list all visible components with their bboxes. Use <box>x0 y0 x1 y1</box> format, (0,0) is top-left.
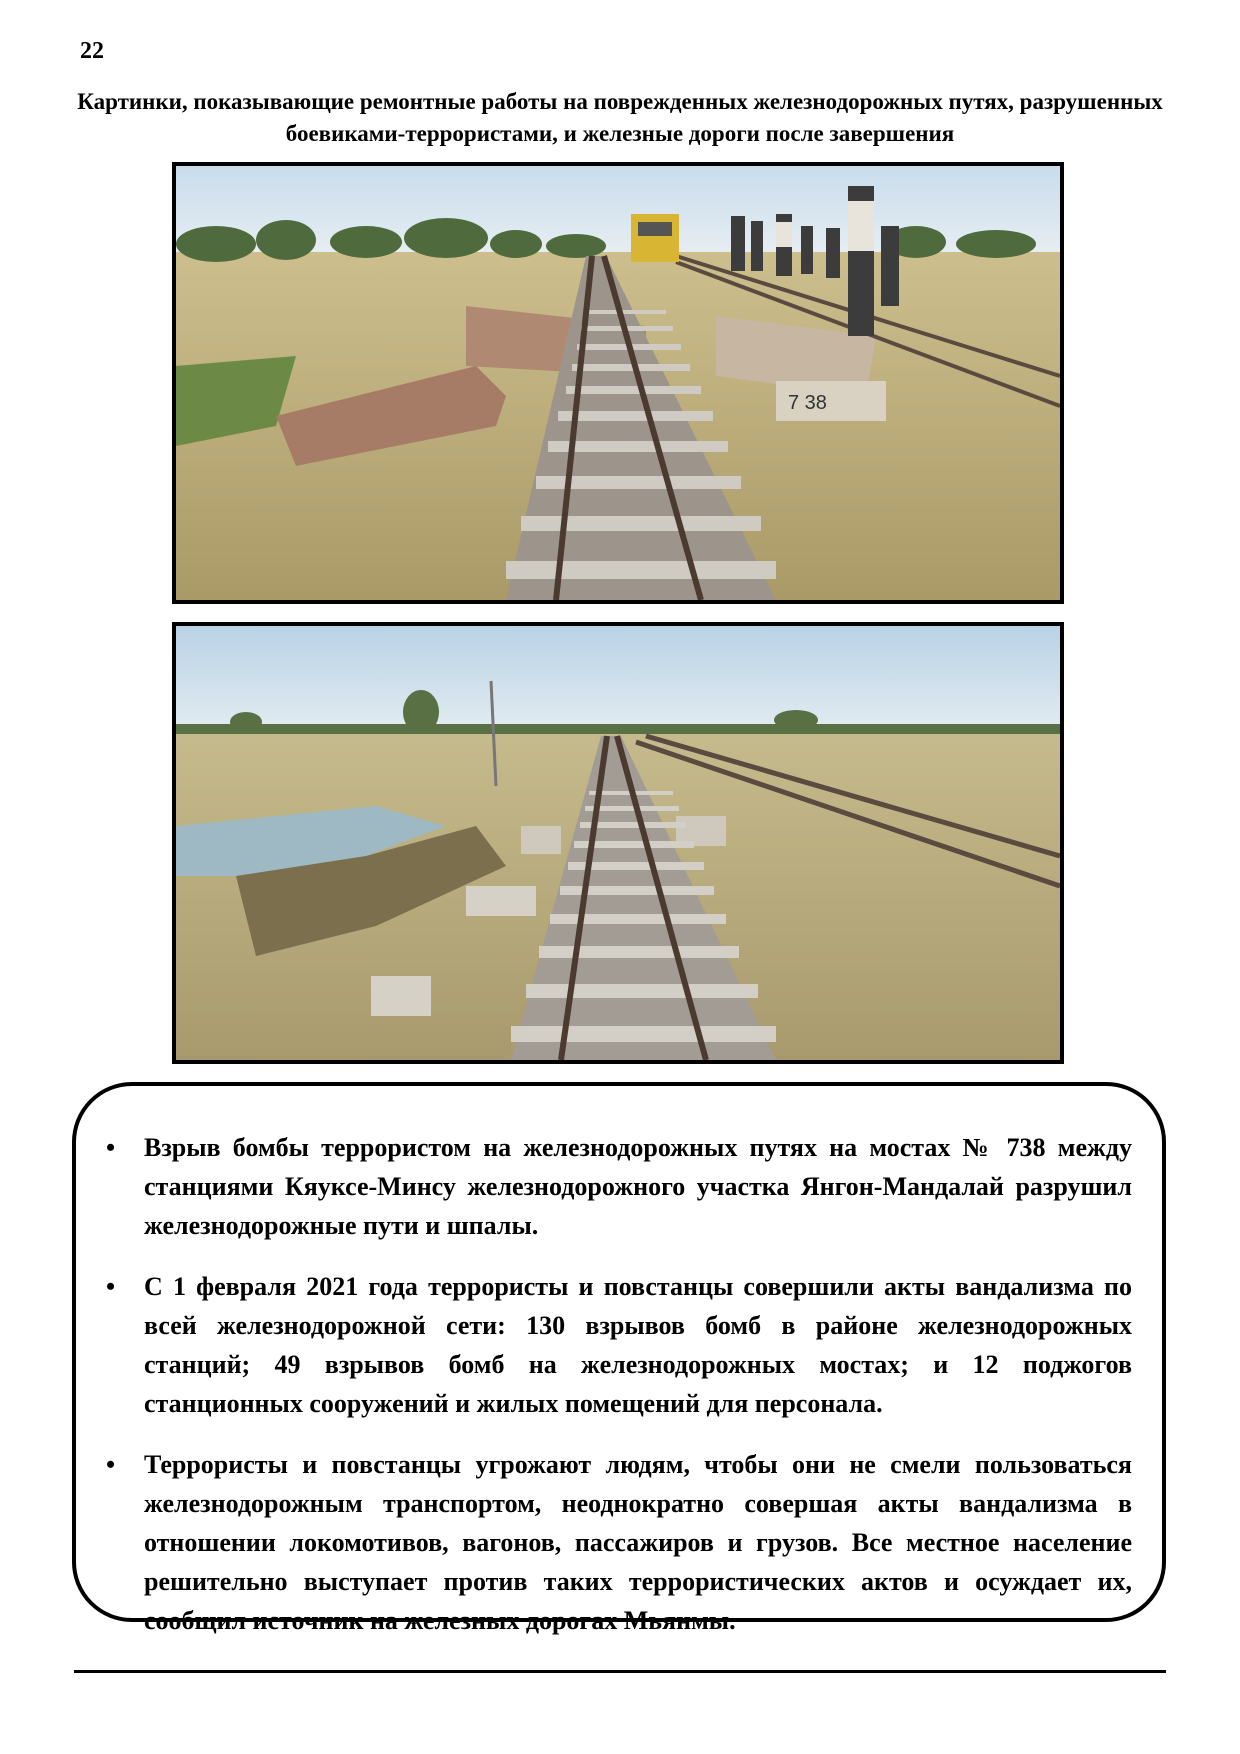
completed-railway-image <box>176 626 1060 1060</box>
list-item <box>106 1267 1132 1423</box>
summary-list <box>106 1128 1132 1662</box>
page-number: 22 <box>80 38 104 64</box>
bullet-text: Взрыв бомбы террористом на железнодорожных путях на мостах № 738 между станциями Кяуксе-Минсу железнодорожного участка Янгон-Мандалай разрушил железнодорожные пути и шпалы. <box>144 1133 1132 1240</box>
bullet-icon: • <box>106 1133 116 1162</box>
page-title: Картинки, показывающие ремонтные работы на поврежденных железнодорожных путях, разрушенных боевиками-террористами, и железные дороги после завершения <box>77 89 1163 146</box>
repair-works-photo <box>172 162 1064 604</box>
summary-box <box>72 1082 1166 1635</box>
bullet-text: С 1 февраля 2021 года террористы и повстанцы совершили акты вандализма по всей железнодорожной сети: 130 взрывов бомб в районе железнодорожных станций; 49 взрывов бомб на железнодорожных мостах; и 12 поджогов станционных сооружений и жилых помещений для персонала. <box>144 1272 1132 1418</box>
bottom-divider <box>74 1670 1166 1673</box>
bullet-icon: • <box>106 1450 116 1479</box>
repair-works-image <box>176 166 1060 600</box>
completed-railway-photo <box>172 622 1064 1064</box>
bullet-icon: • <box>106 1272 116 1301</box>
list-item <box>106 1445 1132 1640</box>
bullet-text: Террористы и повстанцы угрожают людям, чтобы они не смели пользоваться железнодорожным транспортом, неоднократно совершая акты вандализма в отношении локомотивов, вагонов, пассажиров и грузов. Все местное население решительно выступает против таких террористических актов и осуждает их, сообщил источник на железных дорогах Мьянмы. <box>144 1450 1132 1635</box>
bridge-number-marker: 7 38 <box>788 392 827 414</box>
list-item <box>106 1128 1132 1245</box>
